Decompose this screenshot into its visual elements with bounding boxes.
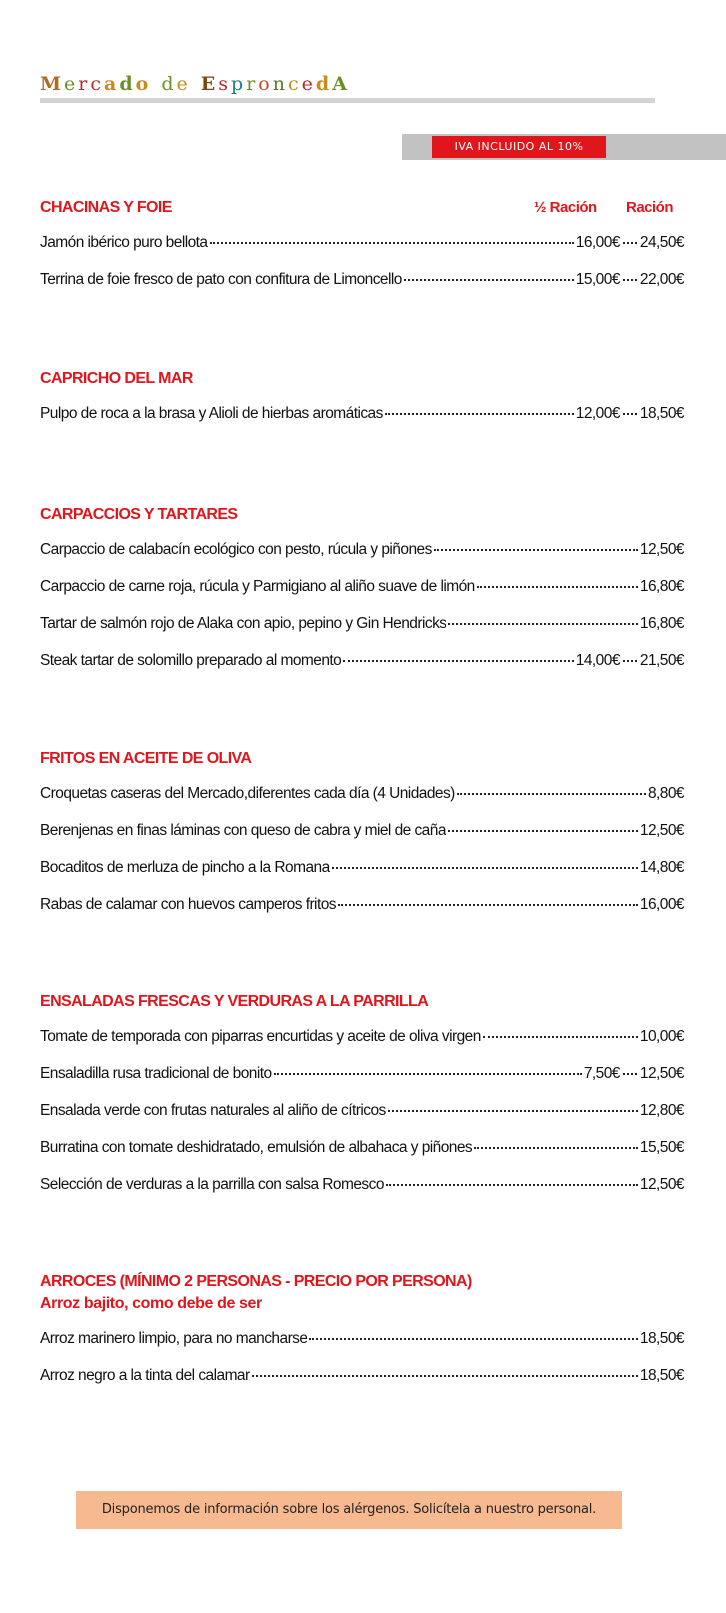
price-full: 12,50€ (639, 541, 684, 558)
price-full: 12,50€ (639, 1176, 684, 1193)
dot-leader (274, 1071, 582, 1075)
dish-name: Pulpo de roca a la brasa y Alioli de hierbas aromáticas (40, 405, 383, 422)
dot-leader (483, 1034, 638, 1038)
price-full: 18,50€ (639, 1330, 684, 1347)
price-half: 16,00€ (575, 234, 620, 251)
price-full: 18,50€ (639, 1367, 684, 1384)
section-title: CARPACCIOS Y TARTARES (40, 506, 238, 523)
dot-leader (343, 658, 574, 662)
section-title: CHACINAS Y FOIE (40, 199, 172, 216)
logo-letter: s (218, 73, 232, 95)
logo-letter: c (287, 73, 302, 95)
menu-item (40, 1063, 684, 1085)
section-chacinas (40, 198, 684, 306)
menu-item (40, 1100, 684, 1122)
dot-leader (252, 1373, 638, 1377)
menu-item (40, 1137, 684, 1159)
price-full: 18,50€ (639, 405, 684, 422)
dish-name: Arroz marinero limpio, para no mancharse (40, 1330, 308, 1347)
dot-leader (309, 1336, 637, 1340)
dot-leader (623, 240, 637, 244)
menu-item (40, 650, 684, 672)
menu-item (40, 1174, 684, 1196)
section-carpaccios (40, 505, 684, 687)
dot-leader (332, 865, 638, 869)
dot-leader (210, 240, 574, 244)
menu-item (40, 576, 684, 598)
dot-leader (623, 658, 637, 662)
price-full: 22,00€ (639, 271, 684, 288)
price-full: 12,80€ (639, 1102, 684, 1119)
dish-name: Carpaccio de calabacín ecológico con pesto, rúcula y piñones (40, 541, 432, 558)
section-capricho-del-mar (40, 369, 684, 440)
logo-letter: r (246, 73, 259, 95)
menu-items (40, 1328, 684, 1387)
price-full: 16,00€ (639, 896, 684, 913)
price-full: 21,50€ (639, 652, 684, 669)
price-half: 7,50€ (583, 1065, 620, 1082)
logo-letter: d (119, 73, 136, 95)
logo-letter: n (272, 73, 288, 95)
menu-item (40, 1365, 684, 1387)
menu-item (40, 1026, 684, 1048)
section-title: CAPRICHO DEL MAR (40, 370, 193, 387)
dot-leader (404, 277, 574, 281)
logo-underline-bar (40, 98, 655, 103)
dish-name: Bocaditos de merluza de pincho a la Romana (40, 859, 330, 876)
menu-item (40, 613, 684, 635)
column-header-half: ½ Ración (534, 199, 597, 216)
menu-item (40, 403, 684, 425)
menu-items (40, 783, 684, 916)
section-title: ENSALADAS FRESCAS Y VERDURAS A LA PARRILLA (40, 993, 429, 1010)
menu-items (40, 232, 684, 291)
menu-item (40, 269, 684, 291)
dish-name: Rabas de calamar con huevos camperos fritos (40, 896, 336, 913)
logo-letter: o (258, 73, 273, 95)
dot-leader (477, 584, 638, 588)
section-ensaladas (40, 992, 684, 1211)
menu-item (40, 820, 684, 842)
dish-name: Tartar de salmón rojo de Alaka con apio, pepino y Gin Hendricks (40, 615, 447, 632)
dish-name: Steak tartar de solomillo preparado al momento (40, 652, 342, 669)
logo-letter: c (90, 73, 105, 95)
dot-leader (457, 791, 646, 795)
dot-leader (388, 1108, 638, 1112)
logo-letter: p (231, 73, 247, 95)
logo-letter: d (315, 73, 333, 95)
dish-name: Terrina de foie fresco de pato con confitura de Limoncello (40, 271, 402, 288)
dot-leader (386, 1182, 638, 1186)
menu-item (40, 894, 684, 916)
price-half: 12,00€ (575, 405, 620, 422)
dish-name: Jamón ibérico puro bellota (40, 234, 208, 251)
restaurant-logo (40, 74, 350, 94)
dish-name: Ensalada verde con frutas naturales al aliño de cítricos (40, 1102, 386, 1119)
dish-name: Tomate de temporada con piparras encurtidas y aceite de oliva virgen (40, 1028, 481, 1045)
dot-leader (434, 547, 638, 551)
section-title: ARROCES (MÍNIMO 2 PERSONAS - PRECIO POR PERSONA) (40, 1273, 472, 1290)
logo-letter: o (135, 73, 152, 95)
price-full: 12,50€ (639, 822, 684, 839)
menu-item (40, 1328, 684, 1350)
section-arroces (40, 1272, 684, 1402)
dot-leader (623, 1071, 637, 1075)
price-full: 16,80€ (639, 615, 684, 632)
logo-letter: e (64, 73, 79, 95)
menu-items (40, 1026, 684, 1196)
logo-letter: r (78, 73, 91, 95)
dot-leader (623, 277, 637, 281)
price-full: 14,80€ (639, 859, 684, 876)
dot-leader (448, 621, 637, 625)
logo-letter: d (161, 73, 177, 95)
price-half: 15,00€ (575, 271, 620, 288)
dish-name: Burratina con tomate deshidratado, emulsión de albahaca y piñones (40, 1139, 473, 1156)
dish-name: Croquetas caseras del Mercado,diferentes cada día (4 Unidades) (40, 785, 455, 802)
logo-letter: E (200, 73, 219, 95)
logo-letter: e (176, 73, 191, 95)
menu-items (40, 539, 684, 672)
dot-leader (623, 411, 637, 415)
dot-leader (338, 902, 638, 906)
dish-name: Berenjenas en finas láminas con queso de cabra y miel de caña (40, 822, 446, 839)
dish-name: Carpaccio de carne roja, rúcula y Parmigiano al aliño suave de limón (40, 578, 475, 595)
allergen-notice: Disponemos de información sobre los alérgenos. Solicítela a nuestro personal. (76, 1491, 622, 1529)
logo-letter: a (104, 73, 120, 95)
logo-letter: M (40, 73, 65, 95)
dish-name: Selección de verduras a la parrilla con salsa Romesco (40, 1176, 384, 1193)
dish-name: Ensaladilla rusa tradicional de bonito (40, 1065, 272, 1082)
menu-item (40, 783, 684, 805)
dot-leader (385, 411, 574, 415)
price-half: 14,00€ (575, 652, 620, 669)
menu-items (40, 403, 684, 425)
dot-leader (448, 828, 638, 832)
logo-letter: A (332, 73, 350, 95)
price-full: 16,80€ (639, 578, 684, 595)
logo-letter: e (301, 73, 316, 95)
price-full: 12,50€ (639, 1065, 684, 1082)
section-title: FRITOS EN ACEITE DE OLIVA (40, 750, 252, 767)
menu-item (40, 539, 684, 561)
price-full: 24,50€ (639, 234, 684, 251)
section-fritos (40, 749, 684, 931)
iva-badge: IVA INCLUIDO AL 10% (432, 136, 606, 158)
menu-item (40, 857, 684, 879)
dish-name: Arroz negro a la tinta del calamar (40, 1367, 250, 1384)
column-header-full: Ración (626, 199, 674, 216)
price-full: 10,00€ (639, 1028, 684, 1045)
price-full: 8,80€ (647, 785, 684, 802)
dot-leader (474, 1145, 638, 1149)
section-subtitle: Arroz bajito, como debe de ser (40, 1295, 262, 1312)
menu-item (40, 232, 684, 254)
price-full: 15,50€ (639, 1139, 684, 1156)
